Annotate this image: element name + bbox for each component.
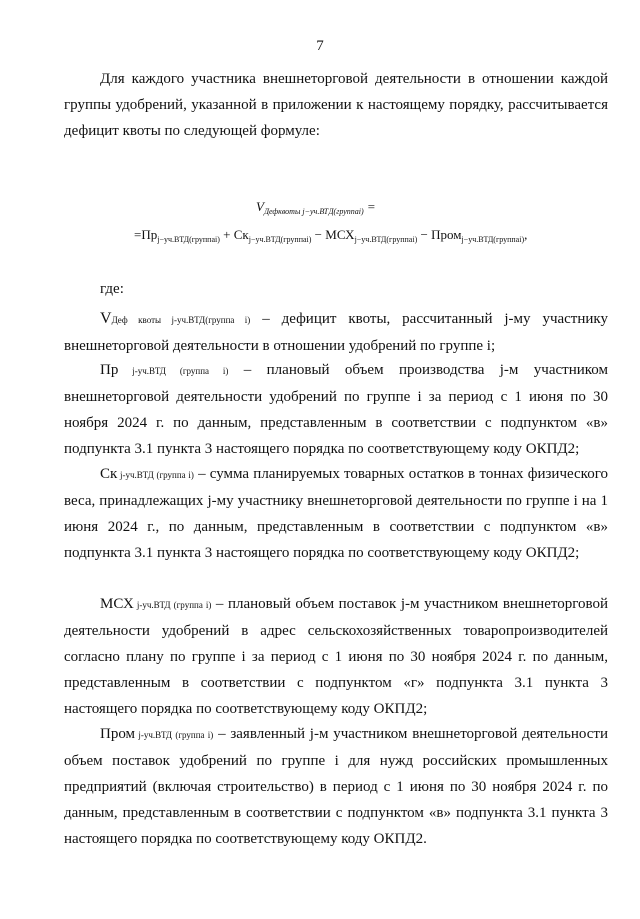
formula-term-prom-sub: j−уч.ВТД(группаi)	[461, 235, 525, 244]
formula-lhs	[256, 199, 376, 216]
formula-term-msh-sub: j−уч.ВТД(группаi)	[354, 235, 418, 244]
formula-term-msh: МСХ	[325, 227, 355, 242]
def-msh-symbol: МСХ	[100, 596, 134, 612]
formula-rhs	[134, 227, 527, 244]
formula-term-sk: Ск	[233, 227, 249, 242]
formula-rhs-eq: =	[134, 227, 142, 242]
formula-end: ,	[524, 227, 528, 242]
formula-v-symbol: V	[256, 199, 264, 214]
def-prom-text: – заявленный j-м участником внешнеторговой деятельности объем поставок удобрений по группе i для нужд российских промышленных предприятий (включая строительство) в период с 1 июня по 30 ноября 2024 г. по данным, представленным в соответствии с подпунктом «в» подпункта 3.1 пункта 3 настоящего порядка по соответствующему коду ОКПД2.	[64, 726, 608, 847]
formula-term-prom: Пром	[431, 227, 462, 242]
formula-term-pr-sub: j−уч.ВТД(группаi)	[157, 235, 220, 244]
def-pr-symbol: Пр	[100, 362, 119, 378]
def-v-text: – дефицит квоты, рассчитанный j-му участнику внешнеторговой деятельности в отношении удобрений по группе i;	[64, 311, 608, 354]
definition-prom	[64, 721, 608, 852]
def-v-sub: Деф квоты j-уч.ВТД(группа i)	[111, 315, 251, 325]
def-sk-sub: j-уч.ВТД (группа i)	[117, 470, 194, 480]
definition-v	[64, 306, 608, 359]
definition-pr	[64, 357, 608, 462]
definition-msh	[64, 591, 608, 722]
formula-op-plus: +	[219, 227, 234, 242]
intro-paragraph: Для каждого участника внешнеторговой деятельности в отношении каждой группы удобрений, указанной в приложении к настоящему порядку, рассчитывается дефицит квоты по следующей формуле:	[64, 71, 608, 139]
page-number: 7	[316, 38, 324, 54]
formula-term-pr: Пр	[141, 227, 158, 242]
def-msh-text: – плановый объем поставок j-м участником внешнеторговой деятельности удобрений в адрес сельскохозяйственных товаропроизводителей согласно плану по группе i за период с 1 июня по 30 ноября 2024 г. по данным, представленным в соответствии с подпунктом «г» подпункта 3.1 пункта 3 настоящего порядка по соответствующему коду ОКПД2;	[64, 596, 608, 717]
formula-op-minus-1: −	[311, 227, 326, 242]
definition-sk	[64, 461, 608, 566]
formula-lhs-eq: =	[363, 199, 376, 214]
formula-op-minus-2: −	[417, 227, 432, 242]
def-pr-sub: j-уч.ВТД (группа i)	[118, 366, 229, 376]
formula-term-sk-sub: j−уч.ВТД(группаi)	[248, 235, 312, 244]
formula-v-sub: Дефквоты j−уч.ВТД(группаi)	[263, 207, 364, 216]
def-prom-symbol: Пром	[100, 726, 136, 742]
def-pr-text: – плановый объем производства j-м участником внешнеторговой деятельности удобрений по группе i за период с 1 июня по 30 ноября 2024 г. по данным, представленным в соответствии с подпунктом «в» подпункта 3.1 пункта 3 настоящего порядка по соответствующему коду ОКПД2;	[64, 362, 608, 457]
def-prom-sub: j-уч.ВТД (группа i)	[135, 730, 214, 740]
def-v-symbol: V	[100, 310, 112, 327]
def-sk-text: – сумма планируемых товарных остатков в тоннах физического веса, принадлежащих j-му участнику внешнеторговой деятельности по группе i на 1 июня 2024 г., по данным, представленным в соответствии с подпунктом «в» подпункта 3.1 пункта 3 настоящего порядка по соответствующему коду ОКПД2;	[64, 466, 608, 561]
def-sk-symbol: Ск	[100, 466, 118, 482]
where-label: где:	[100, 281, 124, 297]
def-msh-sub: j-уч.ВТД (группа i)	[133, 600, 212, 610]
